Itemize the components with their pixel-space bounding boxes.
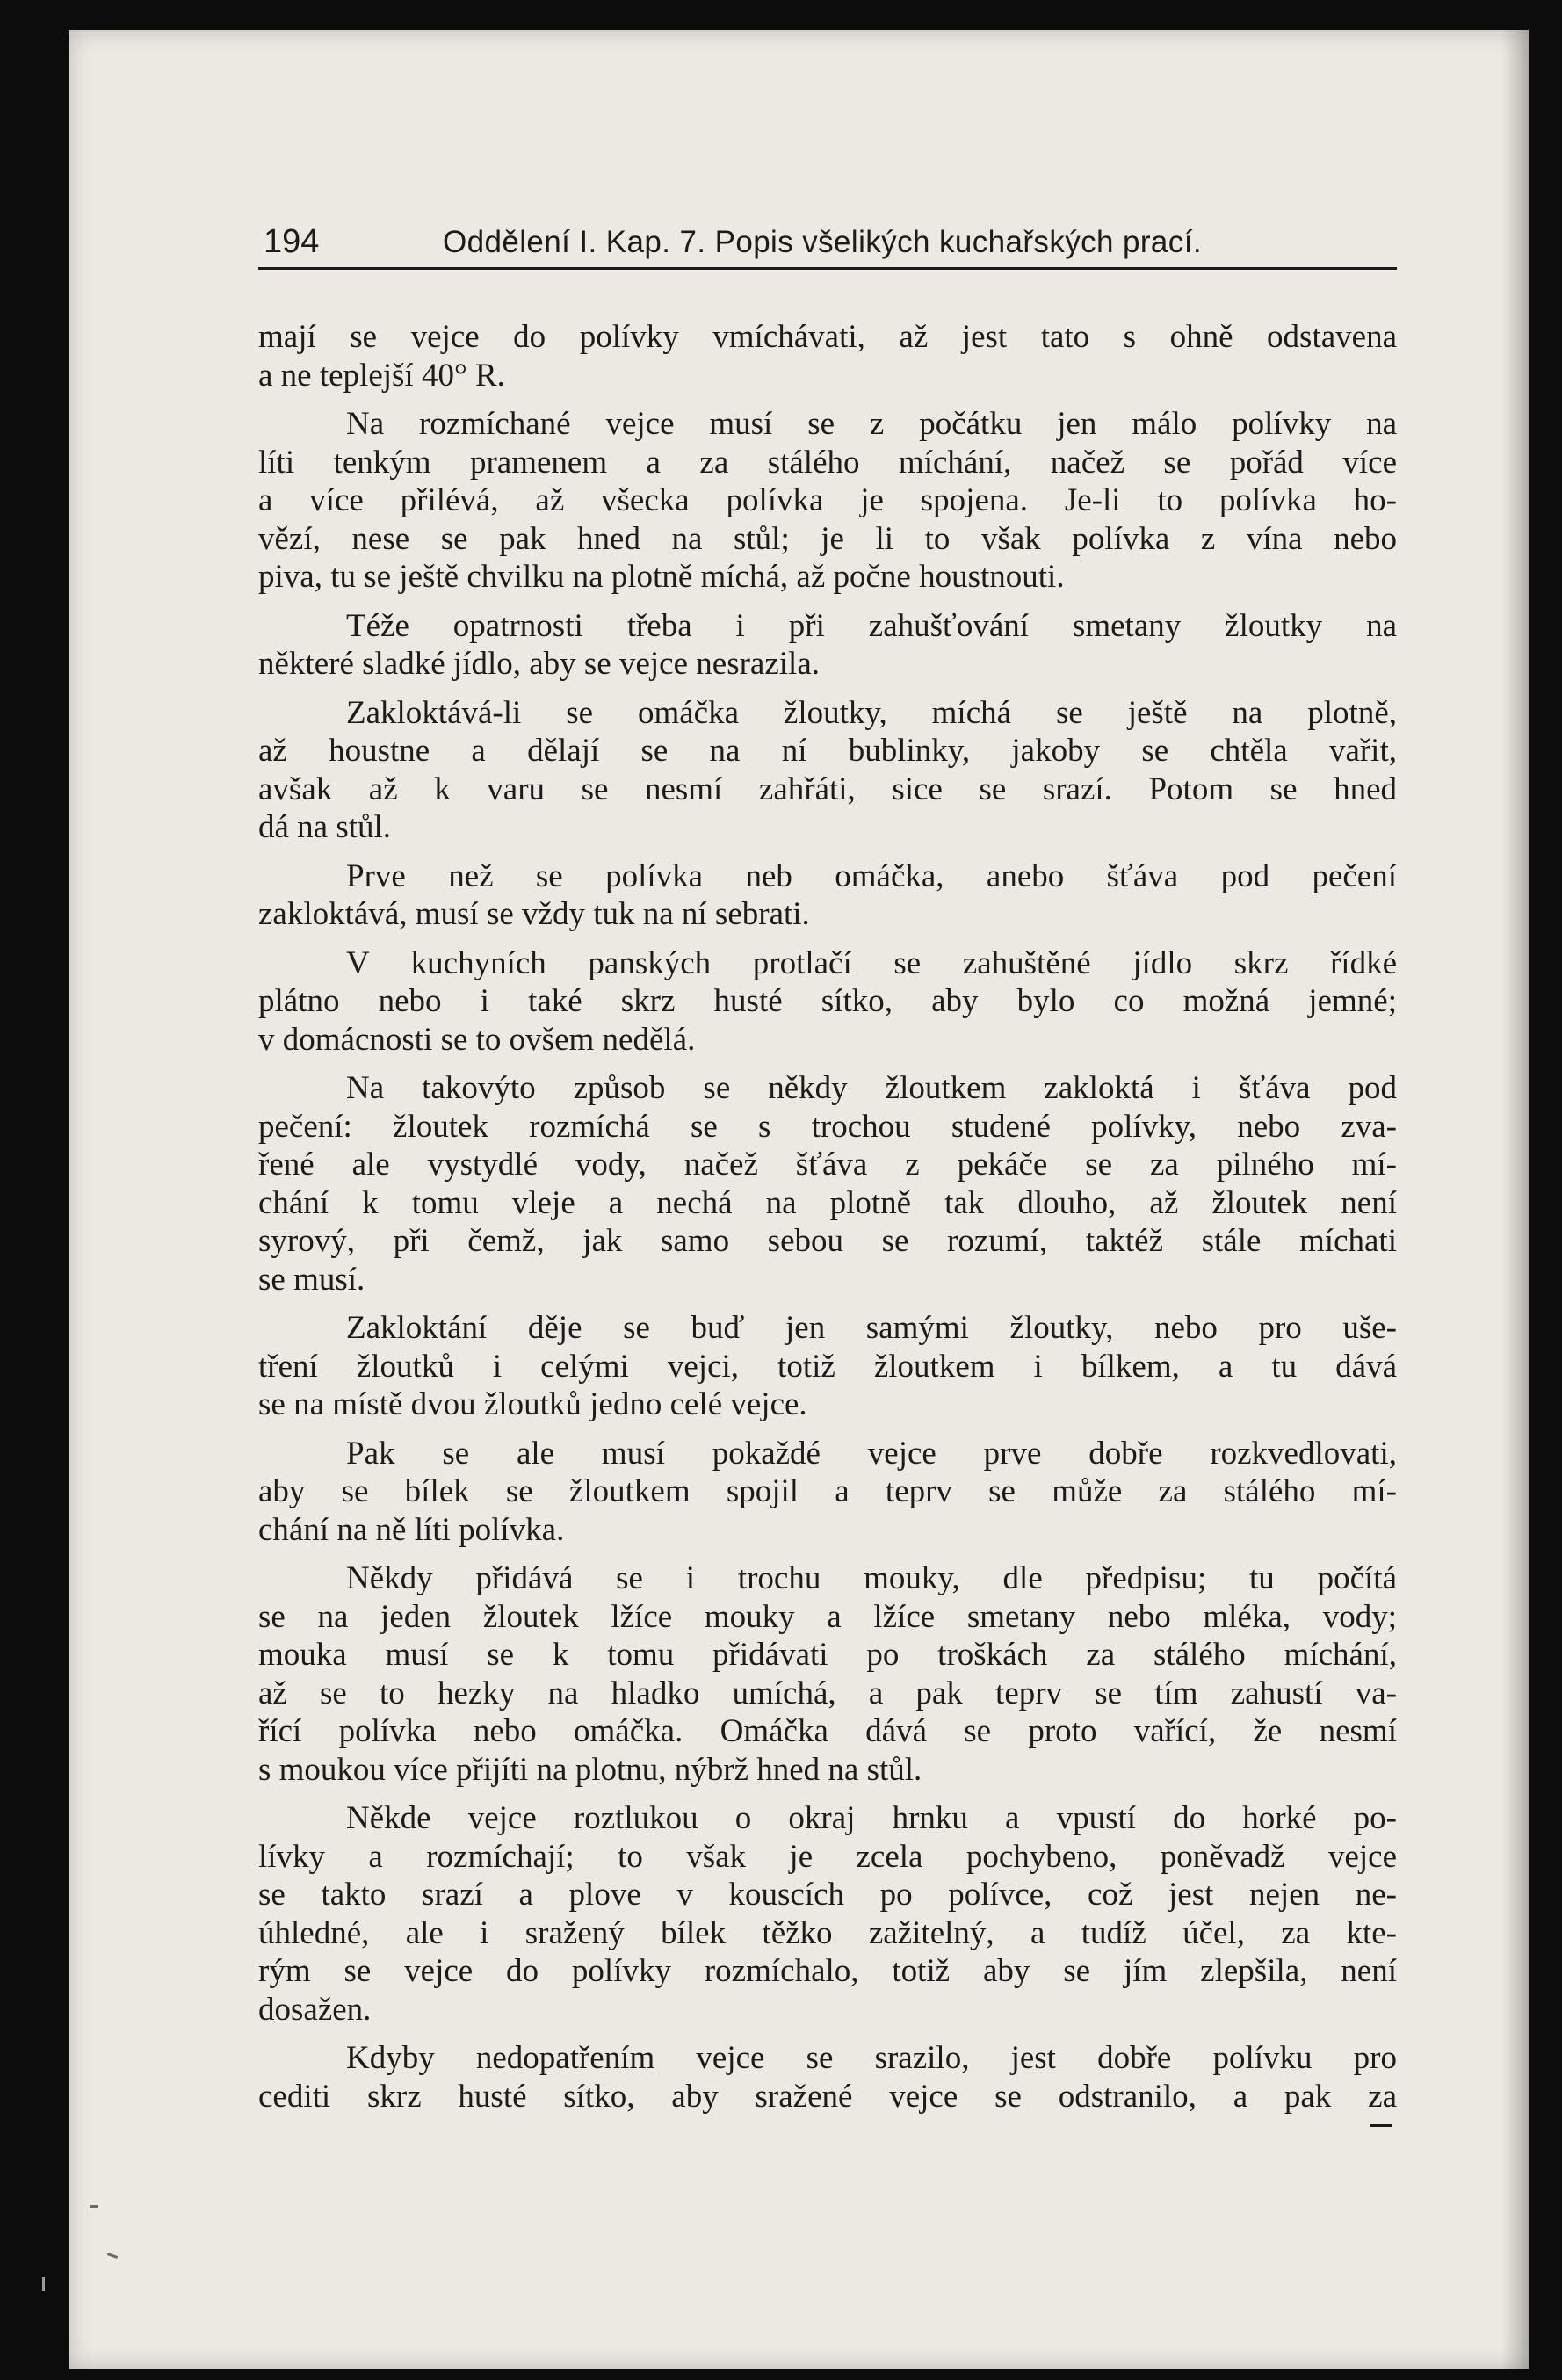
text-line: Téže opatrnosti třeba i při zahušťování smetany žloutky na [346, 607, 1397, 644]
text-line: se na jeden žloutek lžíce mouky a lžíce smetany nebo mléka, vody; [258, 1598, 1397, 1635]
paragraph [258, 1069, 1397, 1299]
text-line: a více přilévá, až všecka polívka je spojena. Je-li to polívka ho- [258, 482, 1397, 518]
page-number: 194 [264, 223, 320, 260]
text-line: vězí, nese se pak hned na stůl; je li to však polívka z vína nebo [258, 520, 1397, 557]
text-line: Někdy přidává se i trochu mouky, dle předpisu; tu počítá [346, 1560, 1397, 1596]
page-body [258, 318, 1397, 2126]
text-line: až houstne a dělají se na ní bublinky, jakoby se chtěla vařit, [258, 733, 1397, 769]
paragraph [258, 2039, 1397, 2116]
text-line: v domácnosti se to ovšem nedělá. [258, 1021, 696, 1058]
text-line: Kdyby nedopatřením vejce se srazilo, jest dobře polívku pro [346, 2040, 1397, 2076]
scan-speck [90, 2205, 98, 2208]
text-line: řené ale vystydlé vody, načež šťáva z pekáče se za pilného mí- [258, 1147, 1397, 1183]
text-line: některé sladké jídlo, aby se vejce nesrazila. [258, 646, 820, 682]
paragraph [258, 1309, 1397, 1424]
trailing-dash [1370, 2124, 1392, 2127]
paragraph [258, 694, 1397, 847]
text-line: aby se bílek se žloutkem spojil a teprv se může za stálého mí- [258, 1473, 1397, 1509]
text-line: s moukou více přijíti na plotnu, nýbrž hned na stůl. [258, 1751, 922, 1788]
paragraph [258, 1799, 1397, 2029]
text-line: V kuchyních panských protlačí se zahuštěné jídlo skrz řídké [346, 944, 1397, 981]
text-line: Pak se ale musí pokaždé vejce prve dobře rozkvedlovati, [346, 1435, 1397, 1472]
text-line: syrový, při čemž, jak samo sebou se rozumí, taktéž stále míchati [258, 1223, 1397, 1259]
text-line: Prve než se polívka neb omáčka, anebo šťáva pod pečení [346, 857, 1397, 894]
text-line: dá na stůl. [258, 809, 392, 845]
text-line: až se to hezky na hladko umíchá, a pak teprv se tím zahustí va- [258, 1675, 1397, 1711]
text-line: Na rozmíchané vejce musí se z počátku jen málo polívky na [346, 406, 1397, 442]
text-line: zakloktává, musí se vždy tuk na ní sebrati. [258, 896, 810, 932]
scan-speck [42, 2277, 45, 2291]
text-line: tření žloutků i celými vejci, totiž žloutkem i bílkem, a tu dává [258, 1348, 1397, 1385]
text-line: řící polívka nebo omáčka. Omáčka dává se proto vařící, že nesmí [258, 1713, 1397, 1749]
running-head: Oddělení I. Kap. 7. Popis všelikých kuchařských prací. [443, 225, 1202, 259]
text-line: Zakloktává-li se omáčka žloutky, míchá se ještě na plotně, [346, 694, 1397, 731]
book-page [69, 30, 1529, 2369]
text-line: pečení: žloutek rozmíchá se s trochou studené polívky, nebo zva- [258, 1108, 1397, 1145]
text-line: se na místě dvou žloutků jedno celé vejce. [258, 1386, 807, 1422]
text-line: rým se vejce do polívky rozmíchalo, totiž aby se jím zlepšila, není [258, 1953, 1397, 1989]
text-line: cediti skrz husté sítko, aby sražené vejce se odstranilo, a pak za [258, 2078, 1397, 2115]
text-line: Zakloktání děje se buď jen samými žloutky, nebo pro uše- [346, 1310, 1397, 1346]
scan-speck [107, 2253, 118, 2259]
paragraph [258, 607, 1397, 684]
text-line: líti tenkým pramenem a za stálého míchání, načež se pořád více [258, 444, 1397, 481]
paragraph [258, 405, 1397, 597]
text-line: Někde vejce roztlukou o okraj hrnku a vpustí do horké po- [346, 1800, 1397, 1836]
text-line: chání k tomu vleje a nechá na plotně tak dlouho, až žloutek není [258, 1184, 1397, 1221]
text-line: se takto srazí a plove v kouscích po polívce, což jest nejen ne- [258, 1877, 1397, 1913]
text-line: se musí. [258, 1261, 365, 1298]
paragraph [258, 318, 1397, 394]
paragraph [258, 944, 1397, 1060]
text-line: avšak až k varu se nesmí zahřáti, sice se srazí. Potom se hned [258, 770, 1397, 807]
paragraph [258, 857, 1397, 934]
text-line: lívky a rozmíchají; to však je zcela pochybeno, poněvadž vejce [258, 1838, 1397, 1875]
paragraph [258, 1435, 1397, 1550]
page-header [258, 223, 1397, 270]
text-line: mají se vejce do polívky vmíchávati, až jest tato s ohně odstavena [258, 319, 1397, 355]
text-line: dosažen. [258, 1991, 372, 2028]
text-line: úhledné, ale i sražený bílek těžko zažitelný, a tudíž účel, za kte- [258, 1914, 1397, 1951]
text-line: piva, tu se ještě chvilku na plotně míchá, až počne houstnouti. [258, 559, 1065, 595]
paragraph [258, 1559, 1397, 1789]
text-line: mouka musí se k tomu přidávati po troškách za stálého míchání, [258, 1637, 1397, 1673]
text-line: Na takovýto způsob se někdy žloutkem zakloktá i šťáva pod [346, 1070, 1397, 1106]
text-line: plátno nebo i také skrz husté sítko, aby bylo co možná jemné; [258, 983, 1397, 1019]
text-line: chání na ně líti polívka. [258, 1511, 565, 1548]
text-line: a ne teplejší 40° R. [258, 357, 505, 394]
